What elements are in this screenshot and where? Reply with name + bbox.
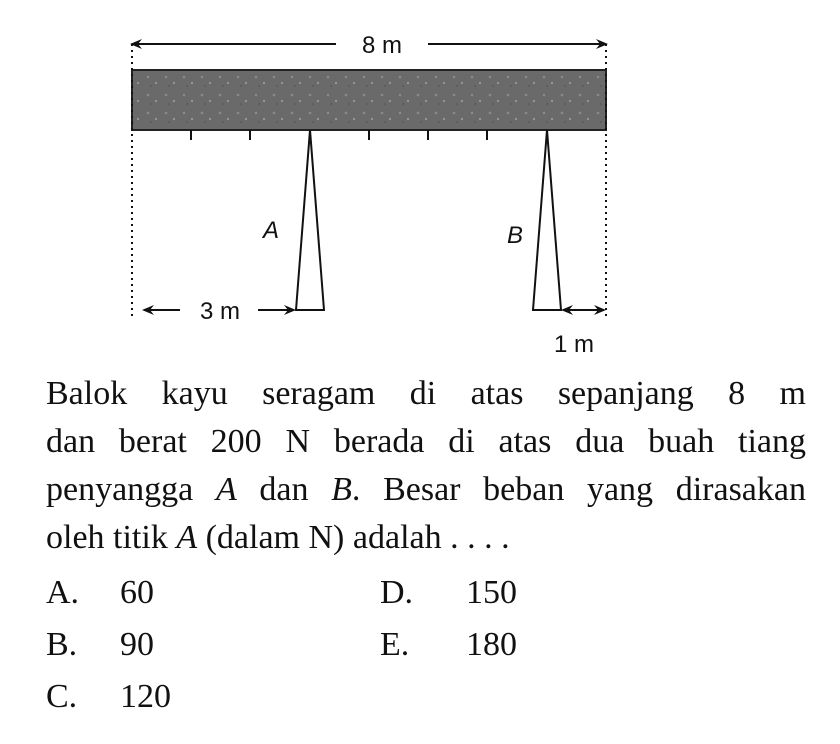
option-b[interactable] [46, 620, 154, 670]
left-distance-label: 3 m [199, 298, 241, 325]
option-value: 180 [466, 626, 517, 663]
option-value: 60 [120, 574, 154, 611]
support-a-label: A [263, 217, 280, 244]
option-letter: A. [46, 574, 80, 611]
option-letter: C. [46, 678, 78, 715]
question-line-1: Balok kayu seragam di atas sepanjang 8 m [46, 375, 806, 412]
option-letter: B. [46, 626, 78, 663]
beam-diagram [0, 0, 840, 360]
support-a [296, 130, 324, 310]
option-d[interactable] [380, 568, 517, 618]
answer-options [46, 568, 806, 738]
support-b [533, 130, 561, 310]
beam-length-label: 8 m [361, 32, 403, 59]
option-value: 120 [120, 678, 171, 715]
option-value: 150 [466, 574, 517, 611]
question-text [46, 370, 806, 562]
wooden-beam [132, 70, 606, 130]
right-distance-label: 1 m [553, 331, 595, 358]
option-c[interactable] [46, 672, 171, 722]
option-letter: E. [380, 626, 410, 663]
question-line-3: penyangga A dan B. Besar beban yang dirasakan [46, 471, 806, 508]
option-value: 90 [120, 626, 154, 663]
support-b-label: B [507, 222, 524, 249]
question-line-2: dan berat 200 N berada di atas dua buah tiang [46, 423, 806, 460]
beam-tick-marks [191, 130, 487, 140]
option-a[interactable] [46, 568, 154, 618]
question-line-4: oleh titik A (dalam N) adalah . . . . [46, 519, 510, 556]
option-letter: D. [380, 574, 414, 611]
option-e[interactable] [380, 620, 517, 670]
